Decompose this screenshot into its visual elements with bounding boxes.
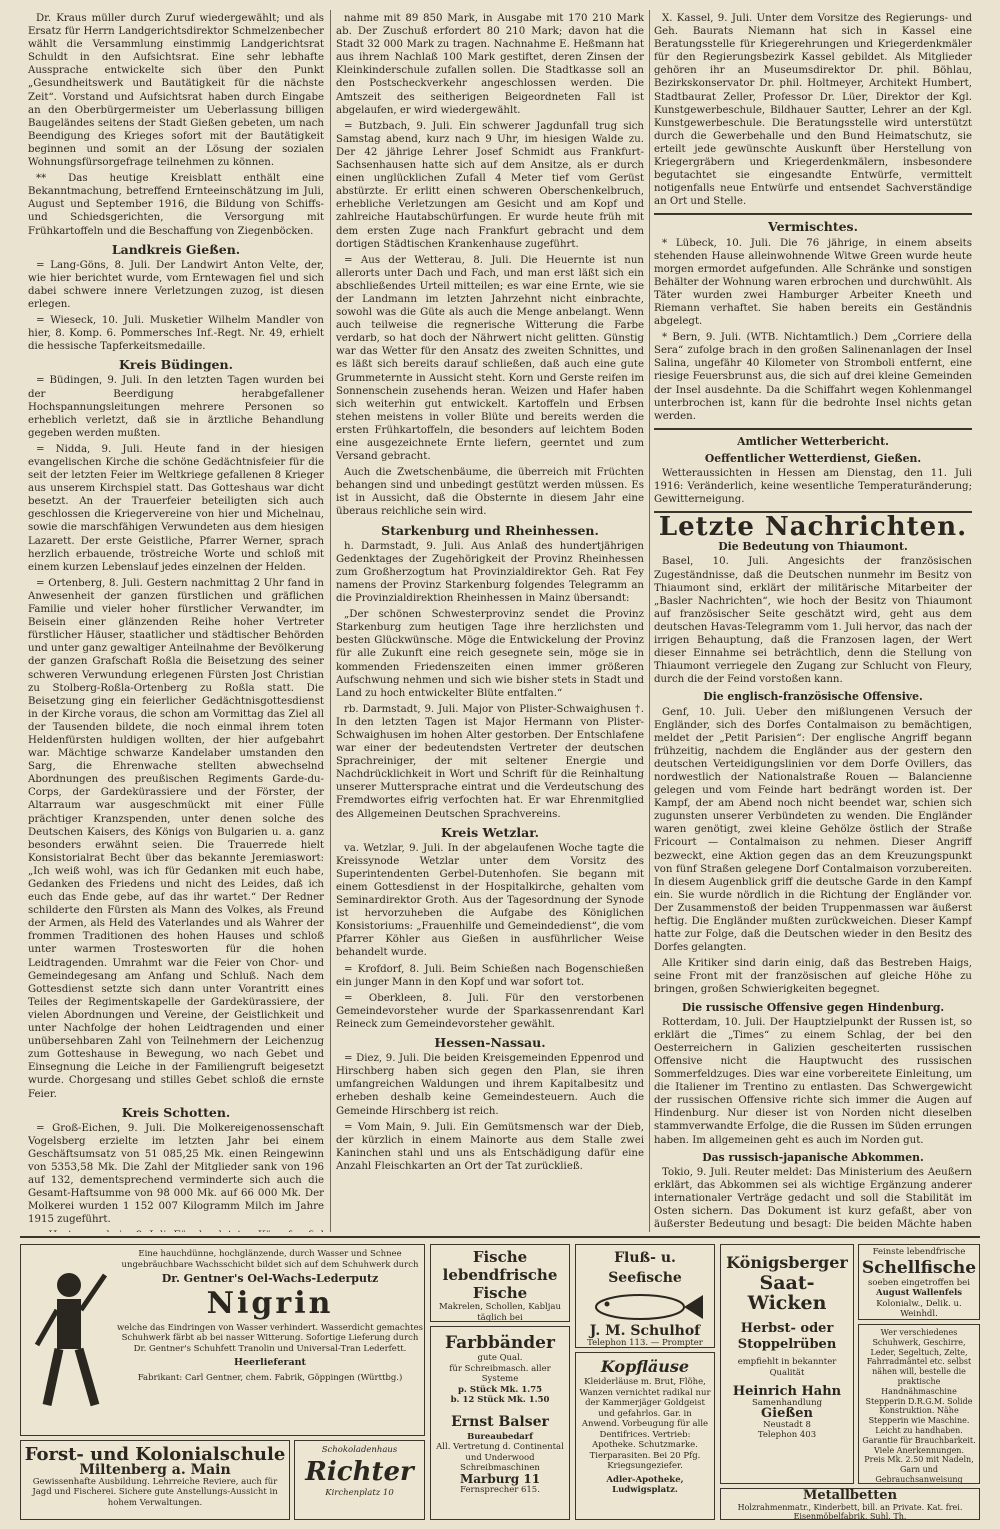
article-paragraph: va. Wetzlar, 9. Juli. In der abgelaufenen Woche tagte die Kreissynode Wetzlar unter dem Vorsitz des Superintendenten Gerbel-Dutenhofen. Sie begann mit einem Gottesdienst in der Hospitalkirche, gehalten vom Seminardirektor Groth. Aus der Tagesordnung der Synode ist hervorzuheben die Aufgabe des Königlichen Konsistoriums: „Frauenhilfe und Gemeindedienst“, die vom Pfarrer Köhler aus Gießen in ausführlicher Weise behandelt wurde. (336, 842, 644, 959)
section-rule (654, 213, 972, 215)
weather-subheading: Oeffentlicher Wetterdienst, Gießen. (704, 451, 922, 465)
article-paragraph: Tokio, 9. Juli. Reuter meldet: Das Ministerium des Aeußern erklärt, das Abkommen sei als wichtige Ergänzung anderer internationaler Verträge gedacht und soll die Stabilität im Osten sichern. Das Dokument ist kurz gefaßt, aber von äußerster Bedeutung und besagt: Die beiden Mächte haben (654, 1166, 972, 1231)
ad-subtitle: Schokoladenhaus (321, 1445, 398, 1455)
article-paragraph: Dr. Kraus müller durch Zuruf wiedergewählt; und als Ersatz für Herrn Landgerichtsdirektor Schmelzenbecher wählt die Versammlung einstimmig Landgerichtsrat Schuldt in den Aufsichtsrat. Eine sehr lebhafte Aussprache entwickelte sich über den Punkt „Gesundheitswerk und Bautätigkeit für die nächste Zeit“. Vorstand und Aufsichtsrat haben durch Eingabe an den Oberbürgermeister um Ueberlassung billigen Baugeländes seitens der Stadt Gießen gebeten, um nach Beendigung des Krieges sofort mit der Bautätigkeit beginnen und somit an der Lösung der sozialen Wohnungsfürsorgefrage teilnehmen zu können. (28, 13, 324, 169)
ad-text: soeben eingetroffen bei (868, 1277, 970, 1288)
article-paragraph: = Groß-Eichen, 9. Juli. Die Molkereigenossenschaft Vogelsberg erzielte im letzten Jahr bei einem Geschäftsumsatz von 51 085,25 Mk. einen Reingewinn von 5353,58 Mk. Die Zahl der Mitglieder sank von 196 auf 132, dementsprechend verminderte sich auch die Gesamt-Haftsumme von 98 000 Mk. auf 66 000 Mk. Der Molkerei wurden 1 152 007 Kilogramm Milch im Jahre 1915 zugeführt. (28, 1122, 324, 1226)
article-paragraph: * Lübeck, 10. Juli. Die 76 jährige, in einem abseits stehenden Hause alleinwohnende Witwe Green wurde heute morgen ermordet aufgefunden. Alle Schränke und sonstigen Behälter der Wohnung waren erbrochen und durchwühlt. Als Täter wurden zwei Hamburger Arbeiter Kneeth und Riemann verhaftet. Sie haben bereits ein Geständnis abgelegt. (654, 237, 972, 328)
ad-title: Farbbänder (445, 1333, 555, 1353)
ad-phone: Telephon 113. — Prompter (587, 1337, 703, 1348)
ad-address: Neustadt 8 (763, 1419, 811, 1430)
ad-kind: Samenhandlung (751, 1397, 823, 1408)
ad-title: Metallbetten (802, 1488, 898, 1503)
column-1 (28, 12, 324, 1232)
ad-text: Makrelen, Schollen, Kabljau täglich bei (439, 1302, 561, 1322)
ad-text: Gewissenhafte Ausbildung. Lehrreiche Reviere, auch für Jagd und Fischerei. Sichere gute Anstellungs-Aussicht in hohem Verwaltungen. (32, 1476, 278, 1508)
article-paragraph: = Wieseck, 10. Juli. Musketier Wilhelm Mandler von hier, 8. Komp. 6. Pommersches Inf.-Regt. Nr. 49, erhielt die hessische Tapferkeitsmedaille. (28, 315, 324, 353)
article-paragraph: nahme mit 89 850 Mark, in Ausgabe mit 170 210 Mark ab. Der Zuschuß erfordert 80 210 Mark; davon hat die Stadt 32 000 Mark zu tragen. Nachnahme E. Heßmann hat aus ihrem Nachlaß 100 Mark gestiftet, deren Zinsen der Kleinkinderschule zufallen sollen. Die Stadtkasse soll an den Postscheckverkehr angeschlossen werden. Die Amtszeit des seitherigen Beigeordneten Fall ist abgelaufen, er wird wiedergewählt. (336, 13, 644, 116)
article-paragraph: = Büdingen, 9. Juli. In den letzten Tagen wurden bei der Beerdigung herabgefallener Hochspannungsleitungen mehrere Personen so erheblich verletzt, daß sie in ärztliche Behandlung gegeben werden mußten. (28, 375, 324, 439)
ad-subtitle: Herbst- oder Stoppelrüben (737, 1321, 837, 1352)
ad-price: Preis Mk. 2.50 mit Nadeln, Garn und Gebrauchsanweisung (864, 1455, 974, 1484)
ad-phone: Fernsprecher 615. (460, 1485, 540, 1495)
ad-text: Bureaubedarf (467, 1431, 533, 1442)
ad-subtitle: Feinste lebendfrische (872, 1247, 966, 1257)
ad-text: gute Qual. (477, 1353, 523, 1363)
ad-schellfische (858, 1244, 980, 1320)
article-paragraph: = Butzbach, 9. Juli. Ein schwerer Jagdunfall trug sich Samstag abend, kurz nach 9 Uhr, im hiesigen Walde zu. Der 42 jährige Lehrer Josef Schmidt aus Frankfurt-Sachsenhausen hatte sich auf dem Ansitze, als er durch einen unglücklichen Zufall 4 Meter tief vom Gerüst abstürzte. Er erlitt einen schweren Oberschenkelbruch, erhebliche Verletzungen am Gesicht und am Kopf und zahlreiche Hautabschürfungen. Er wurde heute früh mit dem ersten Zuge nach Frankfurt gebracht und dem dortigen Städtischen Krankenhause zugeführt. (336, 120, 644, 250)
advertisement-section (20, 1236, 980, 1523)
ad-name: Richter (305, 1456, 414, 1487)
ad-text: welche das Eindringen von Wasser verhindert. Wasserdicht gemachtes Schuhwerk färbt ab bei nasser Witterung. Sofortige Lieferung durch Dr. Gentner's Schuhfett Tranolin und Universal-Tran Lederfett. (117, 1322, 423, 1354)
ad-address: Kolonialw., Delik. u. Weinhdl. (876, 1298, 962, 1319)
ad-forstschule (20, 1440, 290, 1520)
ad-phone (859, 1320, 979, 1321)
latest-news-heading: Letzte Nachrichten. (658, 512, 968, 543)
column-divider (330, 10, 331, 1232)
chimney-sweep-illustration (29, 1265, 109, 1415)
ad-title: Kopfläuse (600, 1357, 690, 1376)
article-paragraph: Auch die Zwetschenbäume, die überreich mit Früchten behangen sind und unbedingt gestützt werden müssen. Es ist in Aussicht, daß die Obsternte in diesem Jahr eine überaus reichliche sein wird. (336, 467, 644, 518)
ad-text: für Schreibmasch. aller Systeme (449, 1363, 551, 1384)
ad-city: Gießen (761, 1406, 813, 1421)
ad-name: Heinrich Hahn (732, 1384, 842, 1399)
article-paragraph: = Lang-Göns, 8. Juli. Der Landwirt Anton Velte, der, wie hier berichtet wurde, vom Erntewagen fiel und sich dabei schwere innere Verletzungen zuzog, ist diesen erlegen. (28, 259, 324, 310)
ad-brand: Nigrin (206, 1285, 334, 1321)
ad-address: Kirchenplatz 10 (325, 1487, 394, 1498)
section-heading: Kreis Schotten. (121, 1104, 231, 1120)
ad-stepperin (858, 1324, 980, 1484)
section-heading: Hessen-Nassau. (434, 1035, 546, 1051)
article-paragraph: = Krofdorf, 8. Juli. Beim Schießen nach Bogenschießen ein junger Mann in den Kopf und war sofort tot. (336, 963, 644, 988)
ad-address: Marburg 11 (459, 1471, 541, 1486)
ad-seefische (575, 1244, 715, 1348)
ad-richter (294, 1440, 425, 1520)
ad-name: August Wallenfels (875, 1288, 962, 1298)
ad-kopflaeuse (575, 1352, 715, 1520)
article-paragraph: h. Darmstadt, 9. Juli. Aus Anlaß des hundertjährigen Gedenktages der Zugehörigkeit der Provinz Rheinhessen zum Großherzogtum hat Provinzialdirektor Geh. Rat Fey namens der Provinz Starkenburg folgendes Telegramm an die Provinzialdirektion Rheinhessen in Mainz übersandt: (336, 540, 644, 605)
article-paragraph: = Aus der Wetterau, 8. Juli. Die Heuernte ist nun allerorts unter Dach und Fach, und man erst läßt sich ein abschließendes Urteil mitteilen; es war eine Ernte, wie sie der Landmann im letzten Jahrzehnt nicht einbrachte, sowohl was die Güte als auch die Menge anbelangt. Wenn auch teilweise die regnerische Witterung die Farbe verdarb, so hat doch der Nährwert nicht gelitten. Günstig war das Wetter für den Ansatz des zweiten Schnittes, und es läßt sich bereits darauf schließen, daß auch eine gute Grummeternte in Aussicht steht. Korn und Gerste reifen im Sonnenschein zusehends heran. Weizen und Hafer haben sich weiterhin gut entwickelt. Kartoffeln und Erbsen stehen meistens in voller Blüte und bereits werden die ersten Frühkartoffeln, die besonders auf leichtem Boden eine ausgezeichnete Ernte liefern, geerntet und zum Versand gebracht. (336, 254, 644, 463)
ad-title: Königsberger (726, 1253, 848, 1272)
article-paragraph: = Nidda, 9. Juli. Heute fand in der hiesigen evangelischen Kirche die schöne Gedächtnisfeier für die seit der letzten Feier im Weltkriege gefallenen 8 Krieger aus unserem Kirchspiel statt. Das Gotteshaus war dicht besetzt. An der Trauerfeier beteiligten sich auch geschlossen die Kriegervereine von hier und Michelnau, sowie die marschfähigen Verwundeten aus dem hiesigen Lazarett. Der erste Geistliche, Pfarrer Werner, sprach herzlich erbauende, tröstreiche Worte und schloß mit einem kurzen Lebenslauf jedes einzelnen der Helden. (28, 443, 324, 573)
section-heading: Kreis Wetzlar. (440, 824, 540, 840)
section-heading: Landkreis Gießen. (111, 241, 241, 257)
ad-name: Ernst Balser (451, 1413, 549, 1430)
news-heading: Das russisch-japanische Abkommen. (702, 1150, 924, 1164)
news-heading: Die englisch-französische Offensive. (703, 690, 923, 704)
news-heading: Die russische Offensive gegen Hindenburg. (681, 1000, 945, 1014)
ad-text: Kleiderläuse m. Brut, Flöhe, Wanzen vernichtet radikal nur der Kammerjäger Goldgeist und gefahrlos. Gar. in Anwend. Vorbeugung für alle Dentifrices. Vertrieb: Apotheke. Schutzmarke. Tierparasiten. Bei 20 Pfg. Kriegsungeziefer. (579, 1377, 711, 1471)
ad-price: b. 12 Stück Mk. 1.50 (450, 1395, 550, 1405)
ad-place: Miltenberg a. Main (79, 1462, 231, 1478)
column-divider (649, 10, 650, 1232)
ad-title: Saat-Wicken (747, 1272, 827, 1314)
ad-maker: Dr. Gentner's Oel-Wachs-Lederputz (161, 1272, 379, 1285)
ad-metallbetten (720, 1488, 980, 1520)
article-paragraph: ** Das heutige Kreisblatt enthält eine Bekanntmachung, betreffend Ernteeinschätzung im Juli, August und September 1916, die Bildung von Schiffs- und Schiedsgerichten, die Versorgung mit Frühkartoffeln und die Beschaffung von Ziegenböcken. (28, 173, 324, 237)
fish-icon (585, 1290, 705, 1324)
ad-maker: Eisenmöbelfabrik, Suhl. Th. (793, 1512, 907, 1520)
column-2 (336, 12, 644, 1232)
article-paragraph: Rotterdam, 10. Juli. Der Hauptzielpunkt der Russen ist, so erklärt die „Times“ zu einem Schlag, der bei den Oesterreichern in Galizien gescheiterten russischen Offensive nicht die Hauptwucht des russischen Sommerfeldzuges. Dies war eine vorbereitete Einleitung, um die Italiener im Trentino zu entlasten. Das Schwergewicht der russischen Offensive richte sich immer die Augen auf Hindenburg. Nur dieser ist von Norden nicht dieselben stammverwandte Erfolge, die die Russen im Süden errungen haben. Im allgemeinen geht es auch im Norden gut. (654, 1016, 972, 1146)
ad-title: Fische lebendfrische Fische (442, 1248, 558, 1302)
article-paragraph: = Ortenberg, 8. Juli. Gestern nachmittag 2 Uhr fand in Anwesenheit der ganzen fürstlichen und gräflichen Familie und vieler hoher fürstlicher Verwandter, im Beisein einer glänzenden Reihe hoher Vertreter fürstlicher Häuser, staatlicher und städtischer Behörden und unter ganz gewaltiger Anteilnahme der Bevölkerung der ganzen Grafschaft Roßla die Beisetzung des seiner schweren Verwundung erlegenen Fürsten Jost Christian zu Stolberg-Roßla-Ortenberg zu Roßla statt. Die Beisetzung ging ein feierlicher Gedächtnisgottesdienst in der Kirche voraus, die schon am Vormittag das Ziel all der Tausenden bildete, die noch einmal ihrem toten Heldenfürsten huldigen wollten, der hier aufgebahrt war. Mächtige schwarze Kandelaber umstanden den Sarg, die Ehrenwache stellten abwechselnd Abordnungen des preußischen Regiments Garde-du-Corps, der Gardekürassiere und der Förster, der Altarraum war ausgeschmückt mit einer Fülle prächtiger Kranzspenden, unter denen solche des Deutschen Kaisers, des Königs von Bulgarien u. a. ganz besonders erwähnt seien. Die Trauerrede hielt Konsistorialrat Becht über das bekannte Jeremiaswort: „Ich weiß wohl, was ich für Gedanken mit euch habe, Gedanken des Friedens und nicht des Leides, daß ich euch das Ende gebe, auf das ihr wartet.“ Der Redner schilderte den Fürsten als Mann des Volkes, als Freund der Armen, als Held des Vaterlandes und als Wahrer der frommen Traditionen des hohen Hauses und schloß unter warmen Trostesworten für die hohen Leidtragenden. Umrahmt war die Feier von Chor- und Gemeindegesang am Anfang und Schluß. Nach dem Gottesdienst setzte sich dann unter Vorantritt eines Teiles der Regimentskapelle der Gardekürassiere, der vielen Abordnungen und Vereine, der Geistlichkeit und unter Nachfolge der hohen Leidtragenden und einer unübersehbaren Zahl von Teilnehmern der Leichenzug zum Gotteshause in Bewegung, wo nach Gebet und Einsegnung die Leiche in der Familiengruft beigesetzt wurde. Chorgesang und stilles Gebet schloß die ernste Feier. (28, 577, 324, 1100)
section-heading: Starkenburg und Rheinhessen. (381, 522, 599, 538)
ad-price: p. Stück Mk. 1.75 (457, 1384, 543, 1395)
ad-title: Forst- und Kolonialschule (24, 1444, 286, 1465)
ad-text: Holzrahmenmatr., Kinderbett, bill. an Private. Kat. frei. (737, 1503, 963, 1512)
ad-title: Fluß- u. Seefische (608, 1250, 682, 1286)
article-paragraph: Genf, 10. Juli. Ueber den mißlungenen Versuch der Engländer, sich des Dorfes Contalmaison zu bemächtigen, meldet der „Petit Parisien“: Der englische Angriff begann frühzeitig, nachdem die Engländer aus der gestern den deutschen Verteidigungslinien vor dem Dorfe Ovillers, das nordwestlich der Nationalstraße Rouen — Balancienne gelegen und vom Feinde hart bedrängt worden ist. Der Kampf, der am Abend noch nicht beendet war, schien sich zugunsten unserer Verbündeten zu wenden. Die Engländer waren genötigt, zwei kleine Gehölze östlich der Straße Fricourt — Contalmaison zu nehmen. Dieser Angriff bezweckt, eine Aktion gegen das an dem Kreuzungspunkt von fünf Straßen gelegene Dorf Contalmaison vorzubereiten. In diesem Augenblick griff die deutsche Garde in den Kampf ein. Sie wurde nördlich in die Richtung der Engländer vor. Der Zusammenstoß der beiden Truppenmassen war äußerst heftig. Die Engländer mußten zurückweichen. Dieser Kampf hatte zur Folge, daß die Deutschen wieder in den Besitz des Dorfes gelangten. (654, 706, 972, 954)
article-paragraph: Alle Kritiker sind darin einig, daß das Bestreben Haigs, seine Front mit der französischen auf gleiche Höhe zu bringen, großen Schwierigkeiten begegnet. (654, 958, 972, 996)
article-paragraph: = Oberkleen, 8. Juli. Für den verstorbenen Gemeindevorsteher wurde der Sparkassenrendant Karl Reineck zum Gemeindevorsteher gewählt. (336, 992, 644, 1030)
article-paragraph: Basel, 10. Juli. Angesichts der französischen Zugeständnisse, daß die Deutschen nunmehr im Besitz von Thiaumont sind, erklärt der militärische Mitarbeiter der „Basler Nachrichten“, wie hoch der Besitz von Thiaumont auf französischer Seite geschätzt wird, geht aus dem deutschen Havas-Telegramm vom 1. Juli hervor, das nach der irrigen Behauptung, daß die Franzosen lagen, der Wert dieser Einnahme sei beträchtlich, denn die Stellung von Thiaumont verriegele den Zugang zur Schlucht von Fleury, durch die der Feind vorstoßen kann. (654, 556, 972, 686)
weather-report: Wetteraussichten in Hessen am Dienstag, den 11. Juli 1916: Veränderlich, keine wesentliche Temperaturänderung; Gewitterneigung. (654, 468, 972, 506)
ad-text: Eine hauchdünne, hochglänzende, durch Wasser und Schnee ungebräuchbare Wachsschicht bildet sich auf dem Schuhwerk durch (121, 1249, 419, 1270)
ad-text: All. Vertretung d. Continental und Underwood Schreibmaschinen (436, 1442, 564, 1473)
ad-footer: Fabrikant: Carl Gentner, chem. Fabrik, Göppingen (Württbg.) (137, 1372, 403, 1383)
ad-nigrin (20, 1244, 425, 1436)
ad-saatwicken (720, 1244, 854, 1484)
ad-footer: Adler-Apotheke, Ludwigsplatz. (606, 1474, 684, 1495)
ad-fische (430, 1244, 570, 1322)
article-paragraph (28, 1229, 324, 1232)
article-paragraph: X. Kassel, 9. Juli. Unter dem Vorsitze des Regierungs- und Geh. Baurats Niemann hat sich in Kassel eine Beratungsstelle für Kriegerehrungen und Kriegerdenkmäler für den Regierungsbezirk Kassel gebildet. Als Mitglieder gehören ihr an Museumsdirektor Dr. phil. Böhlau, Bezirkskonservator Dr. phil. Holtmeyer, Architekt Humbert, Stadtbaurat Zeller, Professor Dr. Lüer, Direktor der Kgl. Kunstgewerbeschule, Bildhauer Sautter, Lehrer an der Kgl. Kunstgewerbeschule. Die Beratungsstelle wird unterstützt durch die Gewerbehalle und den Bund Heimatschutz, sie erteilt jede gewünschte Auskunft über Herstellung von Kriegergräbern und Kriegerdenkmälern, insbesondere begutachtet sie eingesandte Entwürfe, vermittelt notigenfalls neue Entwürfe und entsendet Sachverständige an Ort und Stelle. (654, 13, 972, 208)
article-paragraph: * Bern, 9. Juli. (WTB. Nichtamtlich.) Dem „Corriere della Sera“ zufolge brach in den großen Salinenanlagen der Insel Salina, ungefähr 40 Kilometer von Stromboli entfernt, eine riesige Feuersbrunst aus, die sich auf drei kleine Gemeinden der Insel ausdehnte. Da die Schiffahrt wegen Kohlenmangel unterbrochen ist, kann für die bedrohte Insel nichts getan werden. (654, 332, 972, 422)
section-rule (654, 428, 972, 430)
weather-heading: Amtlicher Wetterbericht. (737, 434, 889, 448)
ad-name: J. M. Schulhof (589, 1323, 701, 1339)
ad-phone: Telephon 403 (757, 1430, 817, 1440)
section-heading: Vermischtes. (768, 219, 858, 235)
news-heading: Die Bedeutung von Thiaumont. (718, 540, 908, 554)
ad-farbbaender (430, 1326, 570, 1520)
article-paragraph: = Diez, 9. Juli. Die beiden Kreisgemeinden Eppenrod und Hirschberg haben sich gegen den Plan, sie ihren umfangreichen Waldungen und ihrem Kapitalbesitz und erheben deshalb keine Gemeindesteuern. Auch die Gemeinde Hirschberg ist reich. (336, 1053, 644, 1117)
ad-text: empfiehlt in bekannter Qualität (737, 1357, 837, 1378)
article-paragraph: „Der schönen Schwesterprovinz sendet die Provinz Starkenburg zum heutigen Tage ihre herzlichsten und besten Glückwünsche. Möge die Entwickelung der Provinz für alle Zukunft eine reich gesegnete sein, möge sie in kommenden Friedenszeiten einen immer größeren Aufschwung nehmen und sich wie bisher stets in Stadt und Land zu hoch entwickelter Blüte entfalten.“ (336, 609, 644, 699)
article-paragraph: rb. Darmstadt, 9. Juli. Major von Plister-Schwaighusen †. In den letzten Tagen ist Major Hermann von Plister-Schwaighusen im hohen Alter gestorben. Der Entschlafene war einer der bedeutendsten Vertreter der deutschen Sprachreiniger, der mit seltener Energie und Nachdrücklichkeit in Wort und Schrift für die Reinhaltung unserer Muttersprache eintrat und die Verdeutschung des Fremdwortes eifrig verfochten hat. Er war Ehrenmitglied des Allgemeinen Deutschen Sprachvereins. (336, 703, 644, 820)
article-paragraph: = Vom Main, 9. Juli. Ein Gemütsmensch war der Dieb, der kürzlich in einem Mainorte aus dem Stalle zwei Kaninchen stahl und uns als Entschädigung dafür eine Anzahl Fleischkarten an Ort der Tat zurückließ. (336, 1121, 644, 1172)
ad-note: Heerlieferant (234, 1357, 306, 1368)
column-3 (654, 12, 972, 1232)
ad-title: Schellfische (861, 1257, 977, 1278)
section-heading: Kreis Büdingen. (119, 357, 233, 373)
ad-text: Wer verschiedenes Schuhwerk, Geschirre, Leder, Segeltuch, Zelte, Fahrradmäntel etc. selbst nähen will, bestelle die praktische Handnähmaschine Stepperin D.R.G.M. Solide Konstruktion. Nähe Stepperin wie Maschine. Leicht zu handhaben. Garantie für Brauchbarkeit. Viele Anerkennungen. (862, 1328, 976, 1455)
